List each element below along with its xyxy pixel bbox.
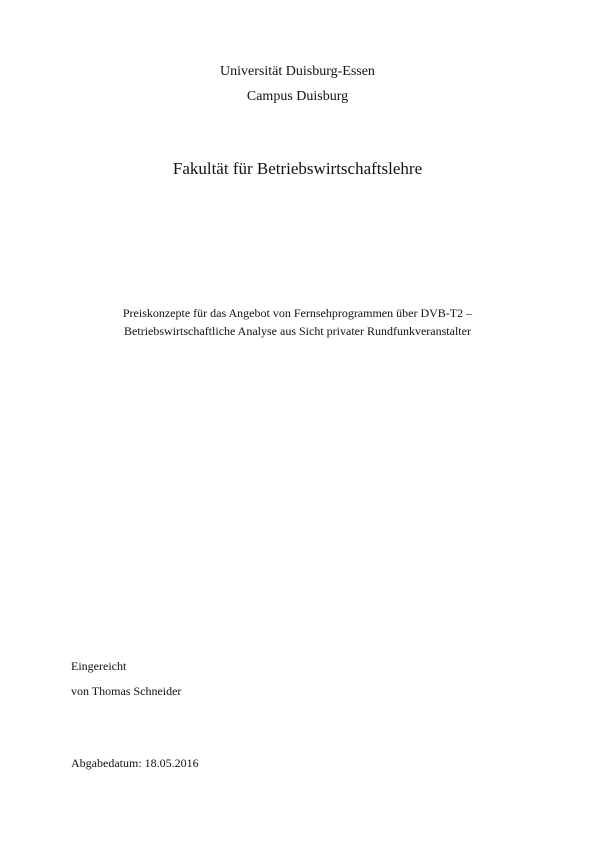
campus-name: Campus Duisburg	[246, 89, 349, 104]
submitted-label: Eingereicht	[71, 659, 127, 673]
thesis-title-line-1: Preiskonzepte für das Angebot von Fernsehprogrammen über DVB-T2 –	[122, 306, 473, 320]
submission-date: Abgabedatum: 18.05.2016	[71, 756, 199, 770]
thesis-title-line-2: Betriebswirtschaftliche Analyse aus Sicht privater Rundfunkveranstalter	[124, 324, 471, 338]
faculty-name: Fakultät für Betriebswirtschaftslehre	[172, 159, 423, 178]
author-line: von Thomas Schneider	[71, 684, 182, 698]
university-name: Universität Duisburg-Essen	[220, 64, 375, 79]
